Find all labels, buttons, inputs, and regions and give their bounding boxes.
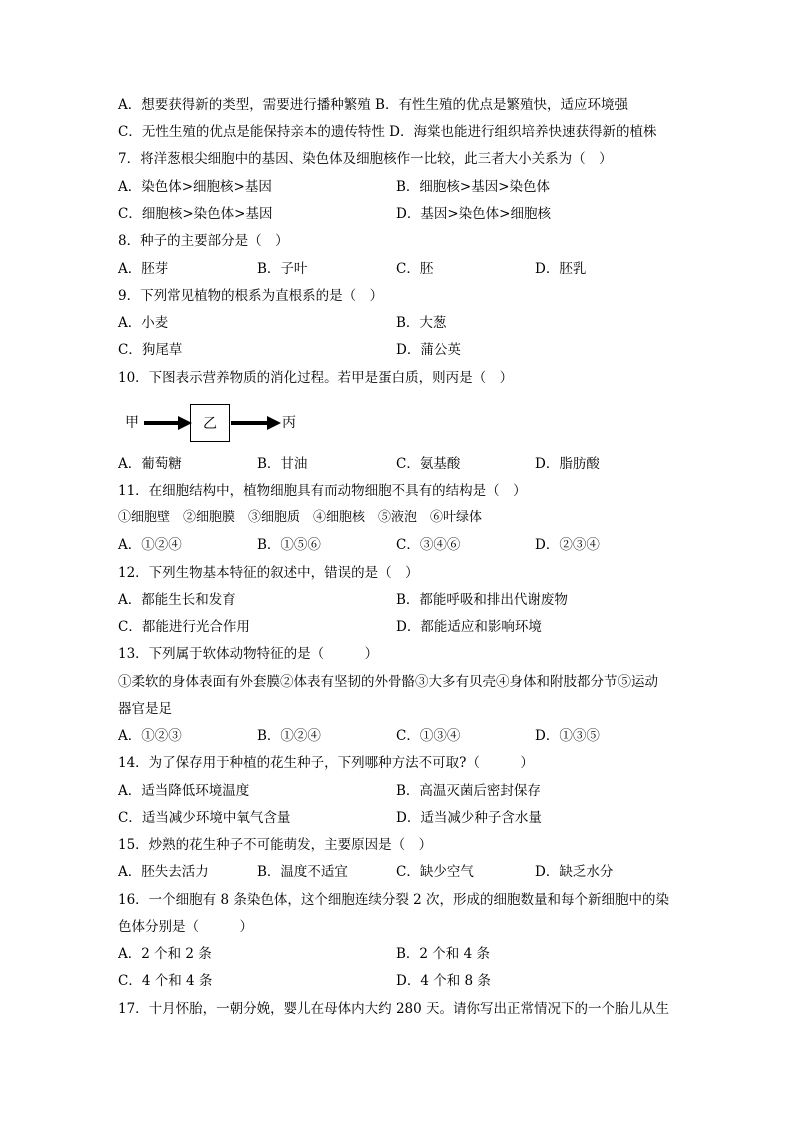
q11-items: ①细胞壁 ②细胞膜 ③细胞质 ④细胞核 ⑤液泡 ⑥叶绿体 <box>118 510 483 525</box>
arrow-right-icon <box>144 416 192 430</box>
q7-option-d: D．基因>染色体>细胞核 <box>396 206 551 222</box>
q16-option-a: A．2 个和 2 条 <box>118 946 212 962</box>
q13-items-line2: 器官是足 <box>118 701 172 717</box>
q13-option-c: C．①③④ <box>396 728 461 744</box>
prev-option-cd: C．无性生殖的优点是能保持亲本的遗传特性 D．海棠也能进行组织培养快速获得新的植株 <box>118 124 657 140</box>
q9-option-c: C．狗尾草 <box>118 342 183 358</box>
q11-option-c: C．③④⑥ <box>396 537 461 553</box>
q9-option-a: A．小麦 <box>118 315 169 331</box>
q12-option-d: D．都能适应和影响环境 <box>396 619 542 635</box>
q14-option-b: B．高温灭菌后密封保存 <box>396 783 541 799</box>
q7-option-b: B．细胞核>基因>染色体 <box>396 179 551 195</box>
diagram-label-jia: 甲 <box>125 415 139 431</box>
q16-option-d: D．4 个和 8 条 <box>396 973 491 989</box>
q14-option-a: A．适当降低环境温度 <box>118 783 250 799</box>
q15-stem: 15．炒熟的花生种子不可能萌发，主要原因是（ ） <box>118 837 433 853</box>
q13-items-line1: ①柔软的身体表面有外套膜②体表有坚韧的外骨骼③大多有贝壳④身体和附肢都分节⑤运动 <box>118 674 658 690</box>
prev-option-ab: A．想要获得新的类型，需要进行播种繁殖 B．有性生殖的优点是繁殖快，适应环境强 <box>118 97 628 113</box>
q14-stem: 14．为了保存用于种植的花生种子，下列哪种方法不可取?（ ） <box>118 755 534 771</box>
q13-option-a: A．①②③ <box>118 728 182 744</box>
arrow-right-icon <box>231 416 281 430</box>
q15-option-b: B．温度不适宜 <box>257 864 348 880</box>
diagram-box-yi <box>190 404 230 442</box>
q7-option-a: A．染色体>细胞核>基因 <box>118 179 272 195</box>
q9-stem: 9．下列常见植物的根系为直根系的是（ ） <box>118 288 384 304</box>
diagram-label-yi: 乙 <box>203 416 217 432</box>
diagram-label-bing: 丙 <box>282 415 296 431</box>
q12-stem: 12．下列生物基本特征的叙述中，错误的是（ ） <box>118 565 419 581</box>
q7-stem: 7．将洋葱根尖细胞中的基因、染色体及细胞核作一比较，此三者大小关系为（ ） <box>118 151 613 167</box>
q8-stem: 8．种子的主要部分是（ ） <box>118 233 289 249</box>
q11-option-b: B．①⑤⑥ <box>257 537 321 553</box>
q16-option-b: B．2 个和 4 条 <box>396 946 490 962</box>
q14-option-d: D．适当减少种子含水量 <box>396 810 542 826</box>
q13-stem: 13．下列属于软体动物特征的是（ ） <box>118 646 379 662</box>
q11-stem: 11．在细胞结构中，植物细胞具有而动物细胞不具有的结构是（ ） <box>118 483 527 499</box>
q12-option-b: B．都能呼吸和排出代谢废物 <box>396 592 568 608</box>
q13-option-d: D．①③⑤ <box>535 728 600 744</box>
q10-option-c: C．氨基酸 <box>396 456 461 472</box>
q12-option-c: C．都能进行光合作用 <box>118 619 250 635</box>
q16-stem-line2: 色体分别是（ ） <box>118 919 253 935</box>
q11-option-a: A．①②④ <box>118 537 182 553</box>
q16-option-c: C．4 个和 4 条 <box>118 973 213 989</box>
q15-option-a: A．胚失去活力 <box>118 864 209 880</box>
q15-option-d: D．缺乏水分 <box>535 864 614 880</box>
q7-option-c: C．细胞核>染色体>基因 <box>118 206 273 222</box>
q9-option-b: B．大葱 <box>396 315 447 331</box>
q8-option-b: B．子叶 <box>257 261 308 277</box>
q16-stem-line1: 16．一个细胞有 8 条染色体，这个细胞连续分裂 2 次，形成的细胞数量和每个新细胞中的染 <box>118 892 670 908</box>
q8-option-c: C．胚 <box>396 261 434 277</box>
q10-option-a: A．葡萄糖 <box>118 456 182 472</box>
q8-option-d: D．胚乳 <box>535 261 587 277</box>
q14-option-c: C．适当减少环境中氧气含量 <box>118 810 291 826</box>
q12-option-a: A．都能生长和发育 <box>118 592 236 608</box>
q13-option-b: B．①②④ <box>257 728 321 744</box>
q17-stem: 17．十月怀胎，一朝分娩，婴儿在母体内大约 280 天。请你写出正常情况下的一个胎儿从生 <box>118 1001 670 1017</box>
digestion-diagram <box>118 402 418 446</box>
q9-option-d: D．蒲公英 <box>396 342 461 358</box>
q10-stem: 10．下图表示营养物质的消化过程。若甲是蛋白质，则丙是（ ） <box>118 370 514 386</box>
q8-option-a: A．胚芽 <box>118 261 169 277</box>
q10-option-d: D．脂肪酸 <box>535 456 600 472</box>
q11-option-d: D．②③④ <box>535 537 600 553</box>
q15-option-c: C．缺少空气 <box>396 864 474 880</box>
q10-option-b: B．甘油 <box>257 456 308 472</box>
